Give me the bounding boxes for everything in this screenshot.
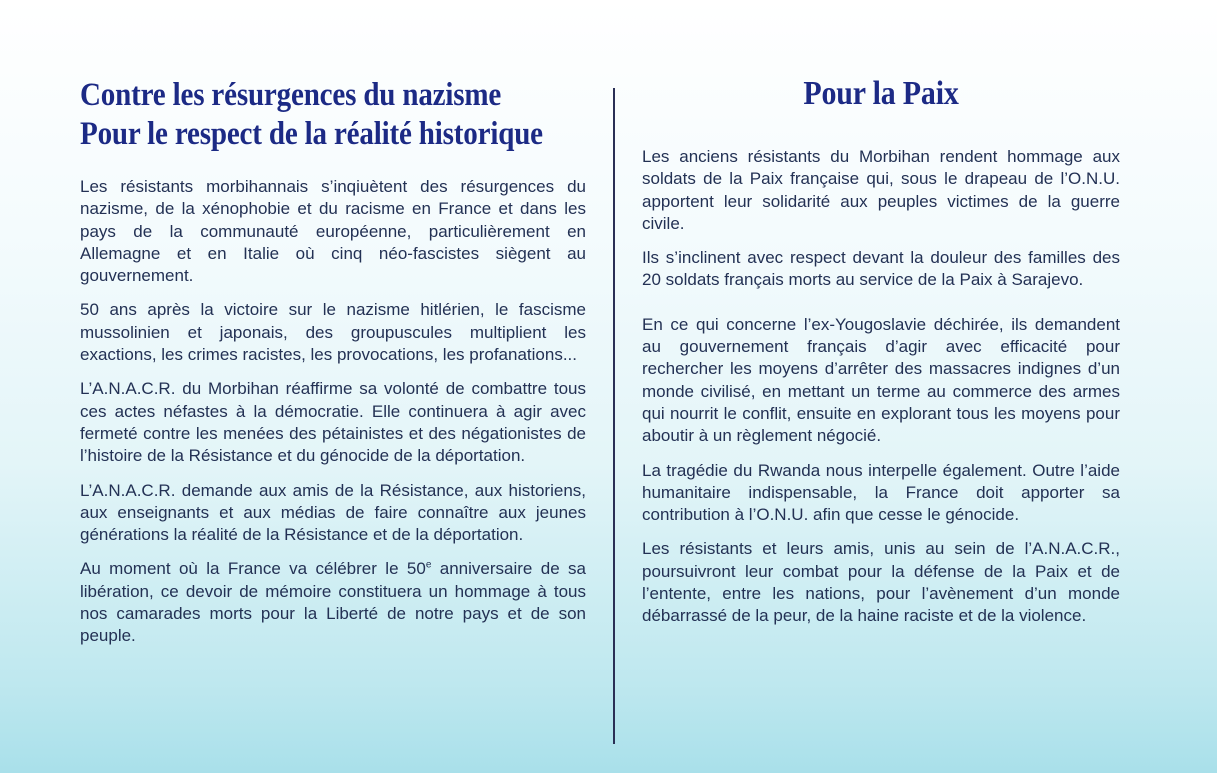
column-divider bbox=[613, 88, 615, 744]
right-body bbox=[642, 146, 1120, 640]
right-title: Pour la Paix bbox=[803, 75, 959, 112]
right-paragraph-5: Les résistants et leurs amis, unis au sein de l’A.N.A.C.R., poursuivront leur combat pour la défense de la Paix et de l’entente, entre les nations, pour l’avènement d’un monde débarrassé de la peur, de la haine raciste et de la violence. bbox=[642, 539, 1120, 626]
left-title-line-1: Contre les résurgences du nazisme bbox=[80, 77, 502, 113]
ordinal-superscript: e bbox=[425, 559, 432, 571]
right-paragraph-4: La tragédie du Rwanda nous interpelle également. Outre l’aide humanitaire indispensable, la France doit apporter sa contribution à l’O.N.U. afin que cesse le génocide. bbox=[642, 460, 1120, 525]
left-body bbox=[80, 176, 586, 660]
left-paragraph-4: L’A.N.A.C.R. demande aux amis de la Résistance, aux historiens, aux enseignants et aux médias de faire connaître aux jeunes générations la réalité de la Résistance et de la déportation. bbox=[80, 480, 586, 545]
left-paragraph-5 bbox=[80, 558, 586, 647]
right-paragraph-3: En ce qui concerne l’ex-Yougoslavie déchirée, ils demandent au gouvernement français d’agir avec efficacité pour rechercher les moyens d’arrêter des massacres indignes d’un monde civilisé, en mettant un terme au commerce des armes qui nourrit le conflit, ensuite en explorant tous les moyens pour aboutir à un règlement négocié. bbox=[642, 314, 1120, 446]
right-paragraph-2: Ils s’inclinent avec respect devant la douleur des familles des 20 soldats français morts au service de la Paix à Sarajevo. bbox=[642, 248, 1120, 290]
left-paragraph-3: L’A.N.A.C.R. du Morbihan réaffirme sa volonté de combattre tous ces actes néfastes à la démocratie. Elle continuera à agir avec fermeté contre les menées des pétainistes et des négationistes de l’histoire de la Résistance et du génocide de la déportation. bbox=[80, 379, 586, 466]
left-paragraph-5-end: anniversaire de sa libération, ce devoir de mémoire constituera un hommage à tous nos camarades morts pour la Liberté de notre pays et de son peuple. bbox=[80, 559, 586, 646]
left-title-line-2: Pour le respect de la réalité historique bbox=[80, 116, 543, 152]
left-paragraph-5-start: Au moment où la France va célébrer le 50 bbox=[80, 559, 426, 579]
left-title bbox=[80, 76, 546, 154]
left-paragraph-1: Les résistants morbihannais s’inqiuètent des résurgences du nazisme, de la xénophobie et du racisme en France et dans les pays de la communauté européenne, particulièrement en Allemagne et en Italie où cinq néo-fascistes siègent au gouvernement. bbox=[80, 177, 586, 286]
left-paragraph-2: 50 ans après la victoire sur le nazisme hitlérien, le fascisme mussolinien et japonais, des groupuscules multiplient les exactions, les crimes racistes, les provocations, les profanations... bbox=[80, 300, 586, 365]
right-paragraph-1: Les anciens résistants du Morbihan rendent hommage aux soldats de la Paix française qui, sous le drapeau de l’O.N.U. apportent leur solidarité aux peuples victimes de la guerre civile. bbox=[642, 147, 1120, 233]
